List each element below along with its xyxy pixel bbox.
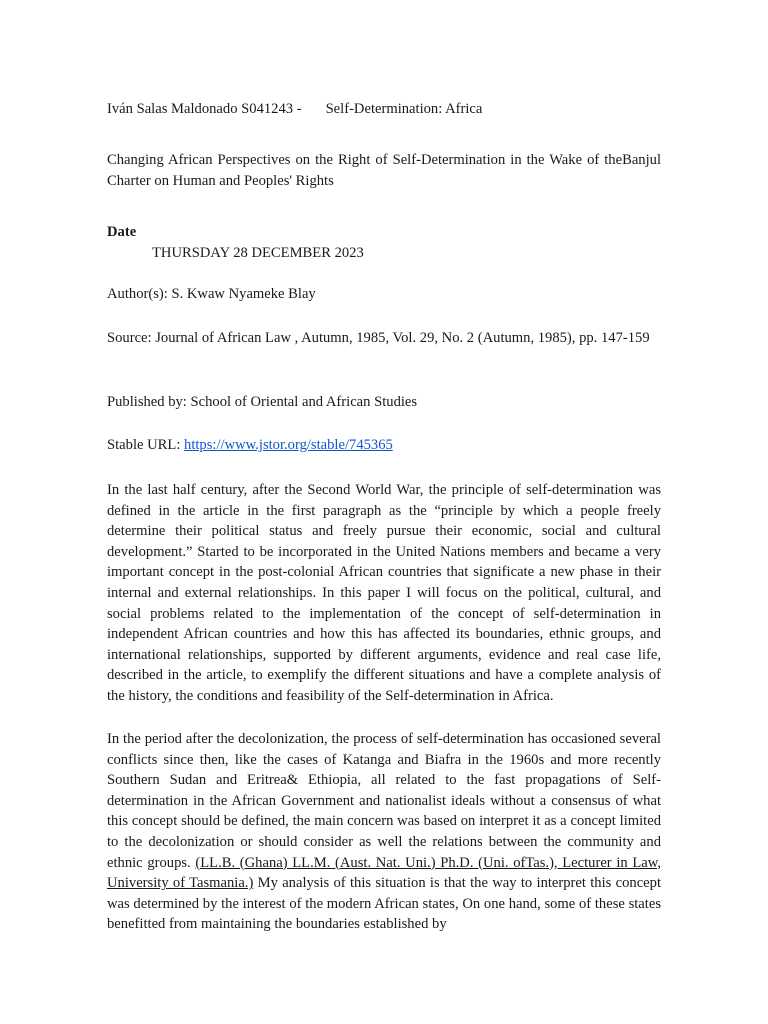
article-authors: Author(s): S. Kwaw Nyameke Blay [107,286,316,302]
document-header [107,99,661,120]
date-value: THURSDAY 28 DECEMBER 2023 [152,245,364,261]
author-credentials-citation: (LL.B. (Ghana) LL.M. (Aust. Nat. Uni.) Ph.D. (Uni. ofTas.), Lecturer in Law, University of Tasmania.) [107,854,661,892]
student-info: Iván Salas Maldonado S041243 - [107,101,302,117]
course-name: Self-Determination: Africa [325,101,483,117]
body-paragraph-2 [107,729,661,935]
stable-url-link[interactable]: https://www.jstor.org/stable/745365 [184,437,393,453]
date-label: Date [107,224,137,240]
article-publisher: Published by: School of Oriental and African Studies [107,394,418,410]
article-title: Changing African Perspectives on the Right of Self-Determination in the Wake of theBanjul Charter on Human and Peoples' Rights [107,152,661,189]
body-paragraph-1: In the last half century, after the Second World War, the principle of self-determination was defined in the article in the first paragraph as the “principle by which a people freely determine their political status and freely pursue their economic, social and cultural development.” Started to be incorporated in the United Nations members and became a very important concept in the post-colonial African countries that significate a new phase in their internal and external relationships. In this paper I will focus on the political, cultural, and social problems related to the implementation of the concept of self-determination in independent African countries and how this has affected its boundaries, ethnic groups, and international relationships, supported by different arguments, evidence and real case life, described in the article, to exemplify the different situations and have a complete analysis of the history, the conditions and feasibility of the Self-determination in Africa. [107,482,661,704]
article-source: Source: Journal of African Law , Autumn, 1985, Vol. 29, No. 2 (Autumn, 1985), pp. 147-159 [107,330,650,346]
paragraph-2-text-start: In the period after the decolonization, the process of self-determination has occasioned several conflicts since then, like the cases of Katanga and Biafra in the 1960s and more recently Southern Sudan and Eritrea& Ethiopia, all related to the fast propagations of Self-determination in the African Government and nationalist ideals without a consensus of what this concept should be defined, the main concern was based on interpret it as a concept limited to the decolonization or should consider as well the relations between the community and ethnic groups. [107,731,661,871]
stable-url-label: Stable URL: [107,437,185,453]
paragraph-2-text-end: My analysis of this situation is that the way to interpret this concept was determined by the interest of the modern African states, On one hand, some of these states benefitted from maintaining the boundaries established by [107,875,661,933]
stable-url [107,435,661,456]
